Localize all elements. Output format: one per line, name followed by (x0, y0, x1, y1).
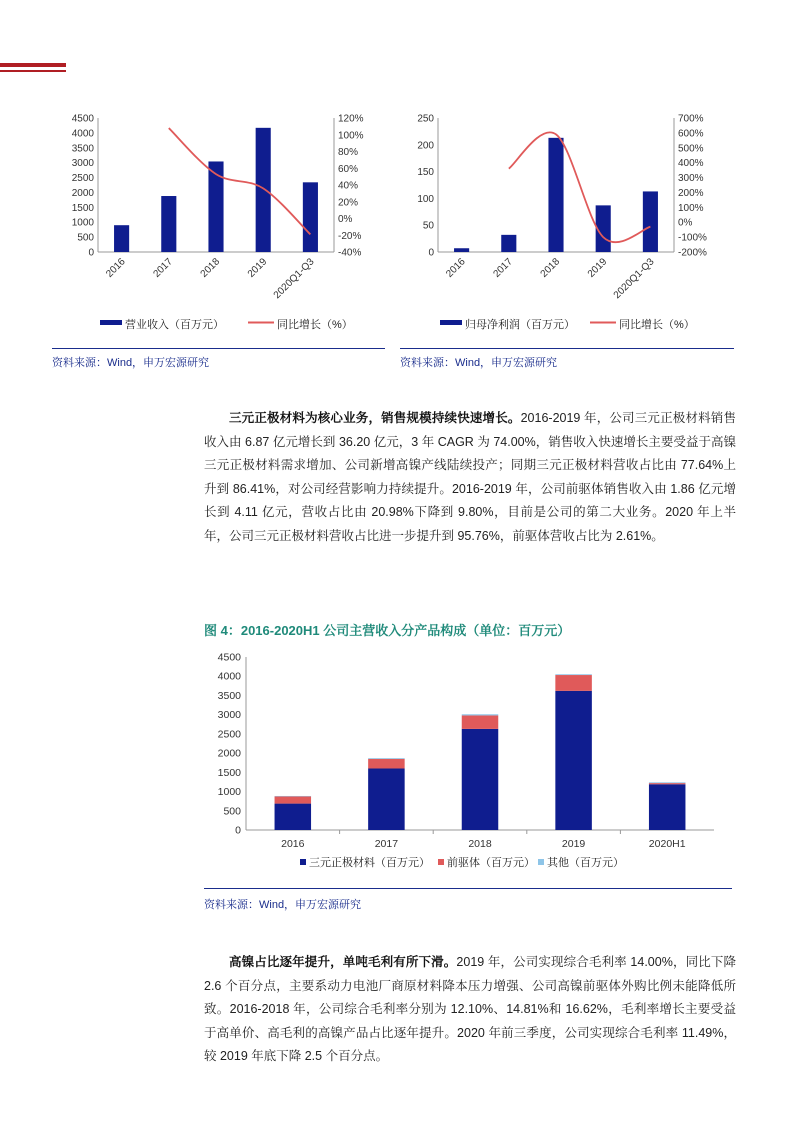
category-label: 2017 (374, 838, 399, 850)
left-tick-label: 2500 (71, 173, 94, 185)
legend-swatch (438, 859, 444, 865)
left-tick-label: 1000 (71, 217, 94, 229)
bar (548, 138, 563, 252)
stacked-bar-segment (555, 691, 592, 830)
chart1-source-rule (52, 348, 385, 349)
category-label: 2019 (245, 256, 270, 280)
category-label: 2016 (104, 256, 128, 280)
category-label: 2020Q1-Q3 (271, 256, 317, 302)
category-label: 2018 (468, 838, 492, 850)
stacked-bar-segment (462, 729, 499, 830)
left-tick-label: 4500 (71, 113, 94, 125)
left-tick-label: 150 (417, 167, 434, 179)
left-tick-label: 200 (417, 140, 434, 152)
category-label: 2016 (444, 256, 468, 280)
category-label: 2020Q1-Q3 (611, 256, 657, 302)
right-tick-label: 200% (678, 187, 704, 199)
stacked-bar-segment (462, 714, 499, 715)
category-label: 2018 (538, 256, 563, 280)
category-label: 2017 (151, 256, 175, 280)
left-tick-label: 0 (88, 247, 94, 259)
stacked-bar-segment (649, 782, 686, 783)
legend-swatch (538, 859, 544, 865)
right-tick-label: 400% (678, 158, 704, 170)
chart2-source-rule (400, 348, 734, 349)
y-tick-label: 1500 (217, 766, 241, 779)
right-tick-label: 100% (678, 202, 704, 214)
right-tick-label: -100% (678, 232, 707, 244)
right-tick-label: 40% (338, 180, 359, 192)
stacked-bar-segment (368, 758, 405, 759)
y-tick-label: 4500 (217, 651, 241, 664)
right-tick-label: 0% (678, 217, 693, 229)
left-tick-label: 3500 (71, 143, 94, 155)
legend-label: 前驱体（百万元） (447, 857, 535, 869)
left-tick-label: 3000 (71, 158, 94, 170)
paragraph-margin-heading: 高镍占比逐年提升，单吨毛利有所下滑。 (229, 955, 457, 969)
growth-line (169, 128, 311, 234)
left-tick-label: 50 (422, 220, 434, 232)
right-tick-label: 120% (338, 113, 364, 125)
category-label: 2016 (281, 838, 305, 850)
stacked-bar-segment (275, 804, 312, 830)
right-tick-label: -40% (338, 247, 362, 259)
left-tick-label: 2000 (71, 187, 94, 199)
bar (454, 248, 469, 252)
paragraph-cathode-heading: 三元正极材料为核心业务，销售规模持续快速增长。 (229, 411, 521, 425)
legend-label: 其他（百万元） (547, 857, 624, 869)
legend-line-label: 同比增长（%） (619, 319, 695, 331)
bar (303, 182, 318, 252)
left-tick-label: 4000 (71, 128, 94, 140)
y-tick-label: 0 (235, 824, 241, 837)
figure4-source-rule (204, 888, 732, 889)
left-tick-label: 1500 (71, 202, 94, 214)
right-tick-label: 80% (338, 147, 359, 158)
chart2-source: 资料来源：Wind，申万宏源研究 (400, 357, 558, 369)
legend-bar-label: 营业收入（百万元） (125, 319, 224, 331)
y-tick-label: 500 (223, 805, 241, 818)
right-tick-label: 20% (338, 197, 359, 209)
stacked-bar-segment (555, 675, 592, 691)
header-accent-bar-thin (0, 70, 66, 72)
legend-swatch (300, 859, 306, 865)
category-label: 2020H1 (648, 838, 686, 850)
right-tick-label: -20% (338, 230, 362, 242)
right-tick-label: 600% (678, 128, 704, 140)
paragraph-cathode-body: 2016-2019 年，公司三元正极材料销售收入由 6.87 亿元增长到 36.20 亿元，3 年 CAGR 为 74.00%，销售收入快速增长主要受益于高镍三元正极材料需求增加、公司新增高镍产线陆续投产；同期三元正极材料营收占比由 77.64%上升到 86.41%，对公司经营影响力持续提升。2016-2019 年，公司前驱体销售收入由 1.86 亿元增长到 4.11 亿元，营收占比由 20.98%下降到 9.80%，目前是公司的第二大业务。2020 年上半年，公司三元正极材料营收占比进一步提升到 95.76%，前驱体营收占比为 2.61%。 (204, 411, 736, 543)
legend-line-label: 同比增长（%） (277, 319, 353, 331)
left-tick-label: 250 (417, 113, 434, 125)
bar (643, 191, 658, 252)
growth-line (509, 132, 651, 242)
y-tick-label: 1000 (217, 786, 241, 799)
y-tick-label: 3500 (217, 689, 241, 702)
y-tick-label: 3000 (217, 709, 241, 722)
chart1-source: 资料来源：Wind，申万宏源研究 (52, 357, 210, 369)
bar (256, 128, 271, 252)
category-label: 2019 (561, 838, 586, 850)
stacked-bar-segment (368, 768, 405, 830)
category-label: 2018 (198, 256, 223, 280)
y-tick-label: 2500 (217, 728, 241, 741)
product-revenue-chart (204, 645, 734, 880)
y-tick-label: 4000 (217, 670, 241, 683)
bar (501, 235, 516, 252)
stacked-bar-segment (368, 759, 405, 769)
right-tick-label: 100% (338, 130, 364, 142)
right-tick-label: 60% (338, 163, 359, 175)
figure4-source: 资料来源：Wind，申万宏源研究 (204, 899, 362, 911)
stacked-bar-segment (649, 783, 686, 784)
paragraph-gross-margin (204, 951, 736, 1069)
right-tick-label: 0% (338, 214, 353, 225)
legend-label: 三元正极材料（百万元） (309, 857, 430, 869)
left-tick-label: 0 (428, 247, 434, 259)
y-tick-label: 2000 (217, 747, 241, 760)
revenue-chart (50, 108, 380, 338)
legend-bar-swatch (100, 320, 122, 325)
left-tick-label: 500 (77, 232, 94, 244)
category-label: 2019 (585, 256, 610, 280)
left-tick-label: 100 (417, 193, 434, 205)
category-label: 2017 (491, 256, 515, 280)
bar (161, 196, 176, 252)
legend-bar-label: 归母净利润（百万元） (465, 319, 575, 331)
stacked-bar-segment (462, 715, 499, 728)
stacked-bar-segment (555, 674, 592, 675)
legend-bar-swatch (440, 320, 462, 325)
net-profit-chart (400, 108, 730, 338)
bar (114, 225, 129, 252)
right-tick-label: 500% (678, 143, 704, 155)
paragraph-margin-body: 2019 年，公司实现综合毛利率 14.00%，同比下降 2.6 个百分点，主要系动力电池厂商原材料降本压力增强、公司高镍前驱体外购比例未能降低所致。2016-2018 年，公司综合毛利率分别为 12.10%、14.81%和 16.62%，毛利率增长主要受益于高单价、高毛利的高镍产品占比逐年提升。2020 年前三季度，公司实现综合毛利率 11.49%，较 2019 年底下降 2.5 个百分点。 (204, 955, 736, 1064)
figure4-title: 图 4：2016-2020H1 公司主营收入分产品构成（单位：百万元） (204, 623, 571, 638)
stacked-bar-segment (275, 796, 312, 803)
right-tick-label: 300% (678, 173, 704, 185)
right-tick-label: -200% (678, 247, 707, 259)
stacked-bar-segment (649, 784, 686, 830)
right-tick-label: 700% (678, 113, 704, 125)
header-accent-bar (0, 63, 66, 67)
paragraph-cathode-business (204, 407, 736, 549)
